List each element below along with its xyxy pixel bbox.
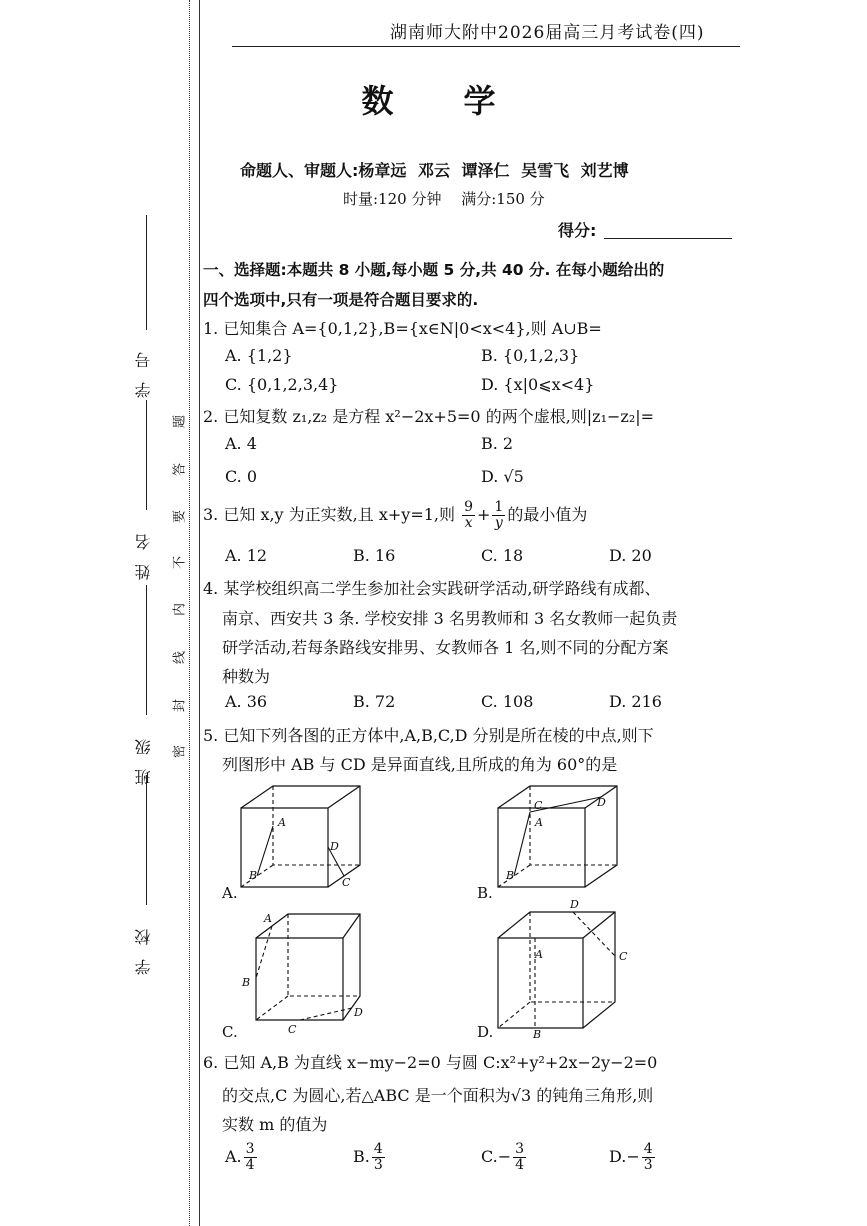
point-d-label: D bbox=[597, 796, 606, 809]
point-a-label: A bbox=[264, 912, 272, 925]
school-blank[interactable] bbox=[146, 775, 147, 905]
option-fraction bbox=[513, 1142, 526, 1173]
fraction-denominator: y bbox=[494, 515, 503, 531]
option-fraction bbox=[244, 1142, 257, 1173]
q1-option-b[interactable]: B. {0,1,2,3} bbox=[481, 346, 580, 365]
q3-option-a[interactable]: A. 12 bbox=[225, 546, 268, 565]
q5-figure-b[interactable] bbox=[493, 782, 623, 892]
binding-dotted-line bbox=[189, 0, 190, 1226]
point-a-label: A bbox=[535, 816, 543, 829]
q5-stem-line2: 列图形中 AB 与 CD 是异面直线,且所成的角为 60°的是 bbox=[222, 755, 618, 774]
point-b-label: B bbox=[249, 869, 258, 882]
q4-option-c[interactable]: C. 108 bbox=[481, 692, 534, 711]
warning-char: 密 bbox=[172, 745, 188, 759]
q2-option-a[interactable]: A. 4 bbox=[225, 434, 257, 453]
warning-char: 线 bbox=[172, 651, 188, 665]
q6-stem-line2: 的交点,C 为圆心,若△ABC 是一个面积为√3 的钝角三角形,则 bbox=[222, 1086, 654, 1105]
option-fraction bbox=[642, 1142, 655, 1173]
q4-stem-line3: 研学活动,若每条路线安排男、女教师各 1 名,则不同的分配方案 bbox=[222, 638, 669, 657]
name-label: 姓名 bbox=[134, 520, 153, 580]
option-letter: C. bbox=[481, 1147, 498, 1166]
exam-title: 湖南师大附中2026届高三月考试卷(四) bbox=[390, 23, 705, 43]
section-heading: 一、选择题:本题共 8 小题,每小题 5 分,共 40 分. 在每小题给出的 bbox=[203, 261, 665, 279]
option-sign: − bbox=[497, 1147, 512, 1166]
q5-figure-a[interactable] bbox=[236, 782, 366, 892]
q5-stem-line1: 5. 已知下列各图的正方体中,A,B,C,D 分别是所在棱的中点,则下 bbox=[203, 726, 654, 745]
q3-option-d[interactable]: D. 20 bbox=[609, 546, 652, 565]
q6-stem-line3: 实数 m 的值为 bbox=[222, 1115, 328, 1134]
score-label: 得分: bbox=[558, 221, 597, 240]
fraction-numerator: 1 bbox=[494, 499, 504, 515]
q4-option-d[interactable]: D. 216 bbox=[609, 692, 662, 711]
fraction-denominator: 3 bbox=[373, 1157, 383, 1173]
q2-option-d[interactable]: D. √5 bbox=[481, 467, 524, 486]
q2-option-c[interactable]: C. 0 bbox=[225, 467, 258, 486]
q6-option-d[interactable] bbox=[609, 1142, 657, 1173]
fraction-numerator: 4 bbox=[643, 1141, 653, 1157]
point-c-label: C bbox=[288, 1023, 297, 1036]
q6-option-b[interactable] bbox=[353, 1142, 387, 1173]
q3-fraction-1-over-y bbox=[492, 500, 505, 531]
q5-figure-c[interactable] bbox=[236, 908, 366, 1036]
fraction-numerator: 3 bbox=[245, 1141, 255, 1157]
class-blank[interactable] bbox=[146, 585, 147, 715]
q5-figure-a-label[interactable]: A. bbox=[222, 884, 238, 902]
point-d-label: D bbox=[570, 898, 579, 911]
q3-stem bbox=[203, 500, 587, 531]
fraction-denominator: 4 bbox=[245, 1157, 255, 1173]
q3-option-c[interactable]: C. 18 bbox=[481, 546, 524, 565]
point-c-label: C bbox=[534, 799, 543, 812]
warning-char: 题 bbox=[172, 415, 188, 429]
q6-option-c[interactable] bbox=[481, 1142, 528, 1173]
q3-stem-text: 3. 已知 x,y 为正实数,且 x+y=1,则 bbox=[203, 505, 455, 524]
q2-stem: 2. 已知复数 z₁,z₂ 是方程 x²−2x+5=0 的两个虚根,则|z₁−z₂|= bbox=[203, 407, 655, 426]
point-b-label: B bbox=[242, 976, 251, 989]
point-b-label: B bbox=[506, 869, 515, 882]
warning-char: 要 bbox=[172, 510, 188, 524]
q4-option-a[interactable]: A. 36 bbox=[225, 692, 268, 711]
score-blank[interactable] bbox=[604, 238, 732, 239]
q4-stem-line2: 南京、西安共 3 条. 学校安排 3 名男教师和 3 名女教师一起负责 bbox=[222, 609, 678, 628]
warning-char: 不 bbox=[172, 556, 188, 570]
q2-option-b[interactable]: B. 2 bbox=[481, 434, 514, 453]
fraction-numerator: 4 bbox=[373, 1141, 383, 1157]
class-label: 班级 bbox=[134, 725, 153, 785]
q5-figure-d-label[interactable]: D. bbox=[477, 1023, 494, 1041]
q3-stem-tail: 的最小值为 bbox=[507, 505, 588, 524]
binding-solid-line bbox=[199, 0, 200, 1226]
option-sign: − bbox=[626, 1147, 640, 1166]
point-a-label: A bbox=[278, 816, 286, 829]
student-id-label: 学号 bbox=[134, 338, 153, 398]
plus-sign: + bbox=[477, 505, 491, 524]
name-blank[interactable] bbox=[146, 400, 147, 510]
warning-char: 答 bbox=[172, 463, 188, 477]
point-c-label: C bbox=[342, 876, 351, 889]
q4-stem-line4: 种数为 bbox=[222, 667, 271, 686]
fraction-denominator: 3 bbox=[643, 1157, 653, 1173]
q4-option-b[interactable]: B. 72 bbox=[353, 692, 396, 711]
q5-figure-b-label[interactable]: B. bbox=[477, 884, 493, 902]
warning-char: 内 bbox=[172, 603, 188, 617]
q3-fraction-9-over-x bbox=[462, 500, 475, 531]
header-rule bbox=[232, 46, 740, 47]
subject-title: 数学 bbox=[361, 82, 566, 120]
fraction-numerator: 3 bbox=[515, 1141, 525, 1157]
q6-option-a[interactable] bbox=[225, 1142, 259, 1173]
point-c-label: C bbox=[619, 950, 628, 963]
option-letter: B. bbox=[353, 1147, 370, 1166]
q5-figure-c-label[interactable]: C. bbox=[222, 1023, 238, 1041]
warning-char: 封 bbox=[172, 699, 188, 713]
option-letter: D. bbox=[609, 1147, 627, 1166]
fraction-numerator: 9 bbox=[464, 499, 474, 515]
q1-option-c[interactable]: C. {0,1,2,3,4} bbox=[225, 375, 339, 394]
student-id-blank[interactable] bbox=[146, 215, 147, 330]
point-a-label: A bbox=[535, 948, 543, 961]
point-d-label: D bbox=[354, 1006, 363, 1019]
point-b-label: B bbox=[533, 1028, 542, 1041]
school-label: 学校 bbox=[134, 915, 153, 975]
q5-figure-d[interactable] bbox=[493, 898, 633, 1041]
option-letter: A. bbox=[225, 1147, 242, 1166]
fraction-denominator: 4 bbox=[515, 1157, 525, 1173]
point-d-label: D bbox=[330, 840, 339, 853]
q3-option-b[interactable]: B. 16 bbox=[353, 546, 396, 565]
q6-stem-line1: 6. 已知 A,B 为直线 x−my−2=0 与圆 C:x²+y²+2x−2y−2=0 bbox=[203, 1053, 658, 1072]
q1-stem: 1. 已知集合 A={0,1,2},B={x∈N|0<x<4},则 A∪B= bbox=[203, 319, 602, 338]
q4-stem-line1: 4. 某学校组织高二学生参加社会实践研学活动,研学路线有成都、 bbox=[203, 579, 661, 598]
time-score-line: 时量:120 分钟 满分:150 分 bbox=[343, 190, 545, 208]
q1-option-d[interactable]: D. {x|0⩽x<4} bbox=[481, 375, 595, 394]
q1-option-a[interactable]: A. {1,2} bbox=[225, 346, 293, 365]
fraction-denominator: x bbox=[464, 515, 473, 531]
option-fraction bbox=[372, 1142, 385, 1173]
section-heading-cont: 四个选项中,只有一项是符合题目要求的. bbox=[203, 291, 479, 309]
authors-line: 命题人、审题人:杨章远 邓云 谭泽仁 吴雪飞 刘艺博 bbox=[240, 161, 629, 180]
